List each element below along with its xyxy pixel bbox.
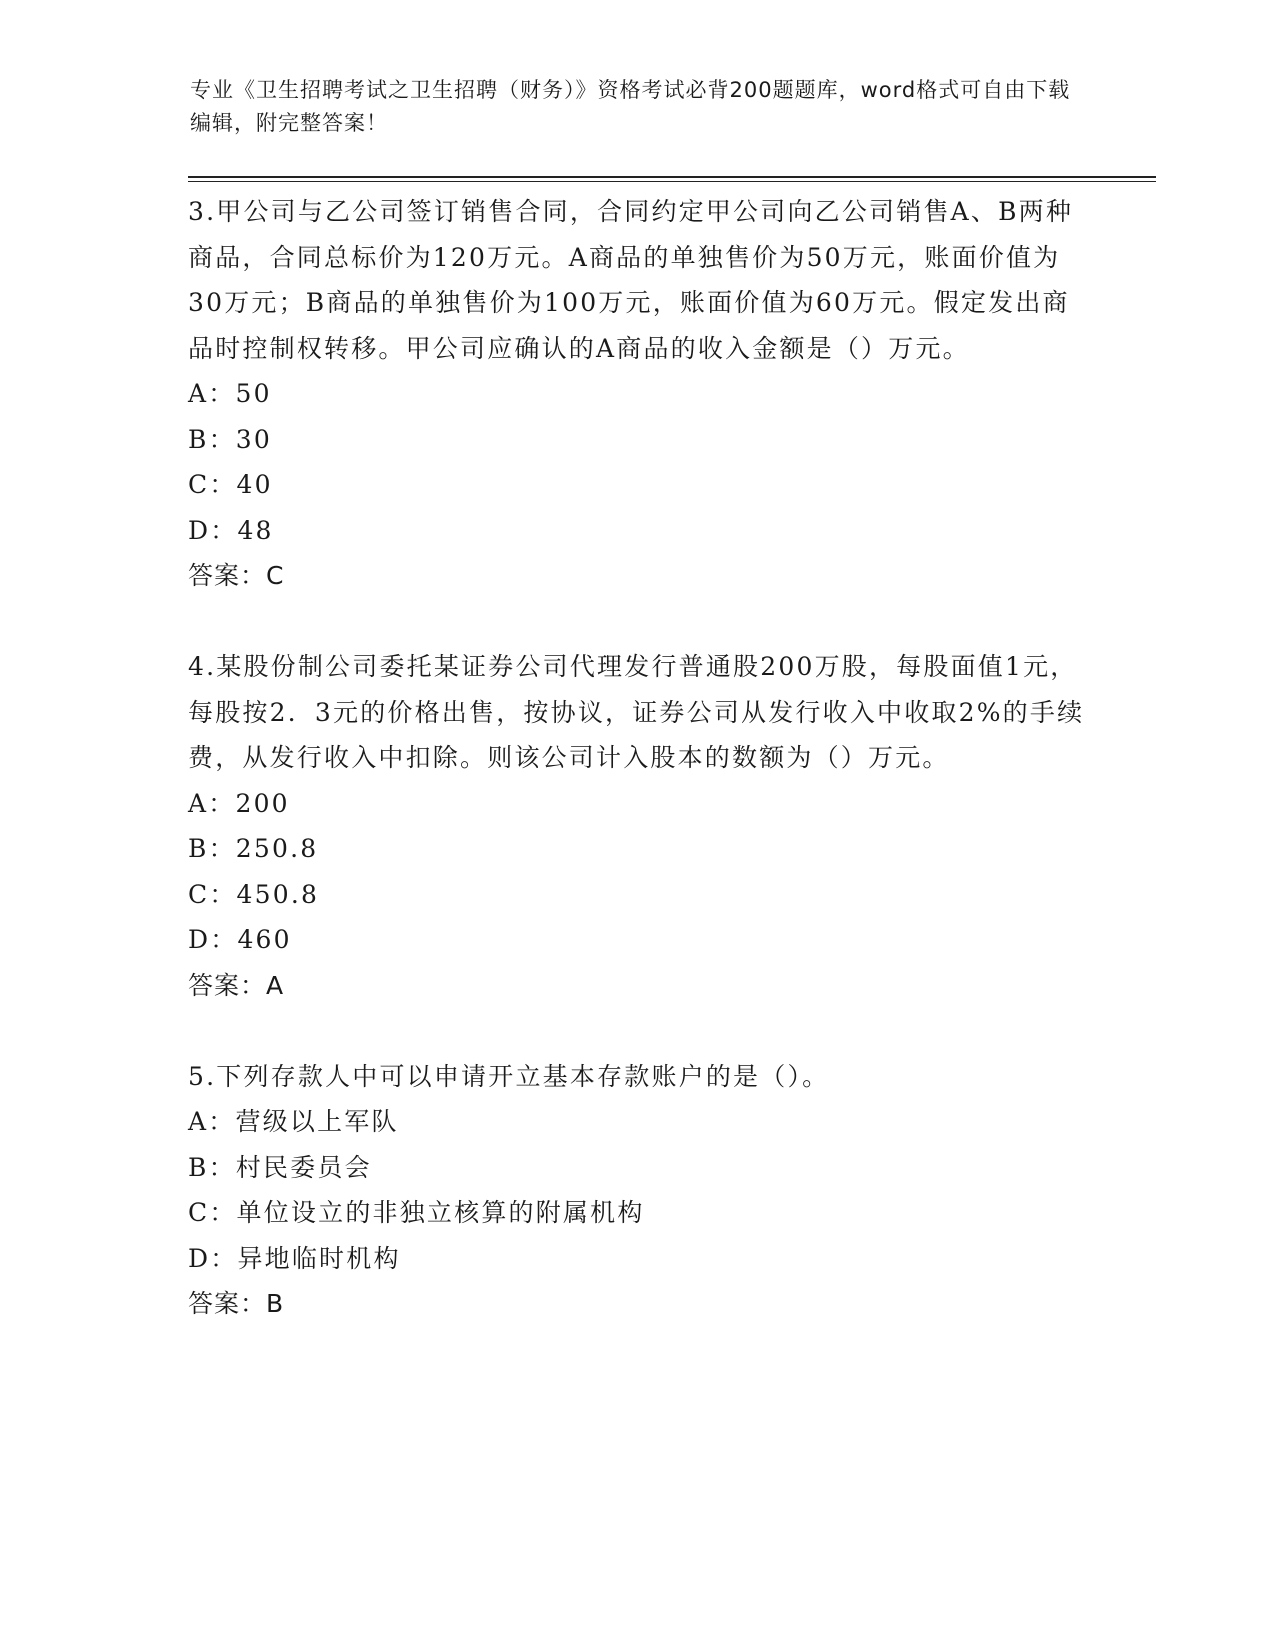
option-letter: C： bbox=[188, 470, 237, 499]
option-letter: B： bbox=[188, 424, 236, 454]
option-letter: D： bbox=[188, 1243, 238, 1273]
header-divider-thick bbox=[188, 176, 1156, 178]
question-3 bbox=[188, 189, 1088, 599]
option-c bbox=[188, 872, 1088, 918]
question-spacer bbox=[188, 599, 1088, 645]
option-text: 250.8 bbox=[235, 834, 319, 863]
option-text: 单位设立的非独立核算的附属机构 bbox=[236, 1198, 645, 1227]
option-a bbox=[188, 781, 1088, 827]
option-text: 30 bbox=[235, 424, 272, 454]
answer-line: 答案：B bbox=[188, 1289, 285, 1318]
option-text: 50 bbox=[235, 379, 272, 408]
option-letter: B： bbox=[188, 1152, 236, 1182]
option-letter: D： bbox=[188, 515, 238, 545]
option-letter: C： bbox=[188, 879, 237, 909]
option-letter: A： bbox=[188, 1107, 236, 1136]
question-4 bbox=[188, 644, 1088, 1008]
option-text: 450.8 bbox=[236, 879, 320, 909]
option-a bbox=[188, 1099, 1088, 1145]
question-5 bbox=[188, 1054, 1088, 1327]
option-c bbox=[188, 462, 1088, 508]
option-letter: A： bbox=[188, 788, 236, 818]
option-letter: D： bbox=[188, 925, 238, 954]
option-text: 48 bbox=[237, 515, 274, 545]
question-stem: 5.下列存款人中可以申请开立基本存款账户的是（）。 bbox=[188, 1061, 830, 1091]
option-text: 异地临时机构 bbox=[237, 1243, 401, 1273]
question-stem: 3.甲公司与乙公司签订销售合同，合同约定甲公司向乙公司销售A、B两种商品，合同总标价为120万元。A商品的单独售价为50万元，账面价值为30万元；B商品的单独售价为100万元，账面价值为60万元。假定发出商品时控制权转移。甲公司应确认的A商品的收入金额是（）万元。 bbox=[188, 197, 1074, 363]
question-stem: 4.某股份制公司委托某证券公司代理发行普通股200万股，每股面值1元，每股按2．3元的价格出售，按协议，证券公司从发行收入中收取2%的手续费，从发行收入中扣除。则该公司计入股本的数额为（）万元。 bbox=[188, 652, 1085, 772]
header-divider-thin bbox=[188, 181, 1156, 182]
option-text: 200 bbox=[235, 788, 290, 818]
option-d bbox=[188, 917, 1088, 963]
option-letter: A： bbox=[188, 379, 236, 408]
answer-line: 答案：C bbox=[188, 561, 285, 590]
option-c bbox=[188, 1190, 1088, 1236]
option-d bbox=[188, 1236, 1088, 1282]
option-d bbox=[188, 508, 1088, 554]
option-text: 460 bbox=[237, 925, 292, 954]
question-spacer bbox=[188, 1008, 1088, 1054]
option-text: 村民委员会 bbox=[235, 1152, 372, 1182]
document-header: 专业《卫生招聘考试之卫生招聘（财务）》资格考试必背200题题库，word格式可自由下载编辑，附完整答案！ bbox=[190, 78, 1071, 135]
option-a bbox=[188, 371, 1088, 417]
option-letter: B： bbox=[188, 834, 236, 863]
option-letter: C： bbox=[188, 1198, 237, 1227]
answer-line: 答案：A bbox=[188, 970, 285, 1000]
option-b bbox=[188, 826, 1088, 872]
option-b bbox=[188, 417, 1088, 463]
option-text: 营级以上军队 bbox=[235, 1107, 399, 1136]
option-b bbox=[188, 1145, 1088, 1191]
option-text: 40 bbox=[236, 470, 273, 499]
question-list bbox=[188, 189, 1088, 1327]
